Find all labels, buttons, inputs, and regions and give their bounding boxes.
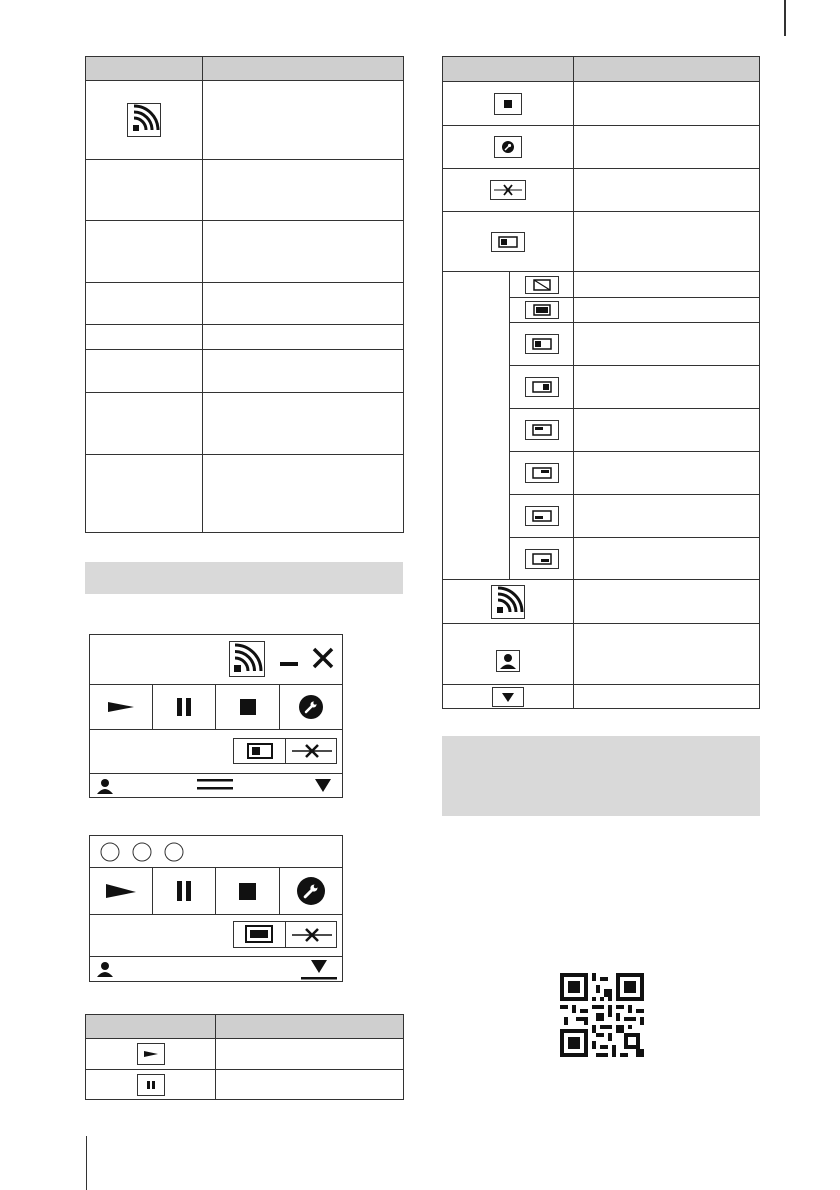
table-row [510, 298, 573, 322]
wrench-icon[interactable] [297, 877, 325, 905]
table-cell-icon [86, 455, 203, 533]
table-row [443, 624, 573, 684]
right-section-bar [442, 736, 760, 816]
table-cell-text [203, 221, 404, 283]
table-cell-icon [86, 221, 203, 283]
table-row [443, 580, 573, 623]
table-row [443, 169, 573, 211]
table-cell-text [216, 1070, 404, 1100]
table-row [510, 409, 573, 451]
full-screen-icon [525, 301, 559, 319]
control-panel-b [89, 835, 343, 982]
left-section-bar [85, 562, 403, 594]
wrench-icon[interactable] [299, 695, 323, 719]
table-row [443, 212, 573, 271]
table-cell-icon [86, 283, 203, 325]
table-row [510, 323, 573, 365]
table-cell-text [203, 81, 404, 160]
pip-top-right-icon [525, 463, 559, 483]
bottom-left-icon-table [85, 1014, 404, 1100]
pip-left-icon [491, 232, 525, 252]
table-cell-icon [86, 160, 203, 221]
wrench-icon [494, 136, 522, 158]
table-row [510, 495, 573, 537]
user-icon[interactable] [97, 778, 113, 794]
minimize-icon[interactable] [280, 662, 298, 666]
play-icon[interactable] [106, 883, 136, 899]
qr-code-icon [560, 973, 644, 1057]
wireless-icon [127, 103, 161, 137]
circle-icon [100, 842, 120, 862]
wireless-icon[interactable] [229, 641, 265, 677]
play-icon [137, 1043, 165, 1065]
right-icon-table [442, 56, 760, 709]
table-cell-text [203, 350, 404, 393]
table-row [443, 126, 573, 168]
circle-icon [132, 842, 152, 862]
table-cell-text [203, 160, 404, 221]
left-table-header-icon [86, 57, 203, 81]
table-row [510, 272, 573, 297]
pip-bottom-right-icon [525, 549, 559, 569]
table-cell-text [203, 325, 404, 350]
mute-icon [490, 180, 526, 200]
control-panel-a [89, 634, 343, 798]
table-cell-text [203, 283, 404, 325]
left-table-header-desc [203, 57, 404, 81]
close-icon[interactable] [312, 647, 334, 669]
table-row [510, 452, 573, 494]
page-rule-left [86, 1136, 87, 1190]
pause-icon[interactable] [175, 698, 193, 716]
no-display-icon [525, 276, 559, 294]
table-cell-icon [86, 393, 203, 455]
bottom-table-header-desc [216, 1015, 404, 1039]
stop-icon [494, 93, 522, 115]
table-cell-text [216, 1039, 404, 1070]
stop-icon[interactable] [239, 883, 256, 900]
stop-icon[interactable] [240, 699, 256, 715]
down-triangle-icon [492, 687, 524, 707]
bottom-table-header-icon [86, 1015, 216, 1039]
table-row [86, 81, 203, 160]
user-icon[interactable] [97, 961, 113, 977]
crop-mark-right [784, 0, 786, 36]
table-row [443, 83, 573, 125]
pip-left-icon[interactable] [247, 743, 273, 759]
user-icon [496, 650, 520, 672]
pip-bottom-left-icon [525, 506, 559, 526]
circle-icon [164, 842, 184, 862]
menu-lines-icon[interactable] [197, 779, 233, 791]
pause-icon[interactable] [175, 881, 193, 901]
table-row [510, 366, 573, 408]
pip-right-icon [525, 377, 559, 397]
table-row [86, 1039, 216, 1070]
table-cell-text [203, 455, 404, 533]
pip-left-icon [525, 334, 559, 354]
table-cell-text [203, 393, 404, 455]
pip-top-left-icon [525, 420, 559, 440]
down-triangle-underlined-icon[interactable] [301, 960, 337, 980]
table-row [443, 685, 573, 708]
full-screen-icon[interactable] [245, 925, 273, 943]
pause-icon [137, 1074, 165, 1096]
left-icon-table [85, 56, 404, 533]
mute-icon[interactable] [292, 927, 332, 943]
table-cell-icon [86, 325, 203, 350]
wireless-icon [491, 585, 525, 619]
play-icon[interactable] [108, 700, 134, 714]
table-cell-icon [86, 350, 203, 393]
mute-icon[interactable] [292, 743, 332, 759]
table-row [510, 538, 573, 579]
down-triangle-icon[interactable] [315, 779, 331, 792]
table-row [86, 1070, 216, 1100]
